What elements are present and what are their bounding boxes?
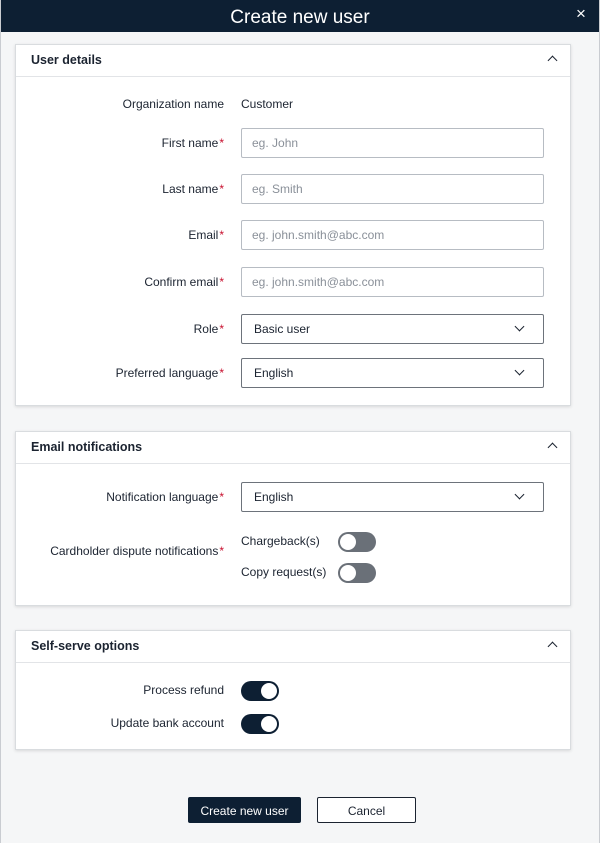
role-value: Basic user: [254, 322, 311, 336]
required-marker: *: [219, 322, 224, 336]
self-serve-title: Self-serve options: [31, 639, 140, 653]
email-label: Email*: [188, 228, 224, 242]
required-marker: *: [219, 136, 224, 150]
chargeback-label: Chargeback(s): [241, 534, 320, 548]
first-name-label: First name*: [161, 136, 224, 150]
self-serve-section: [15, 630, 571, 750]
notification-language-select[interactable]: [241, 482, 544, 512]
user-details-header[interactable]: [16, 45, 570, 77]
required-marker: *: [219, 366, 224, 380]
required-marker: *: [219, 182, 224, 196]
required-marker: *: [219, 544, 224, 558]
org-value: Customer: [241, 97, 294, 111]
confirm-email-label: Confirm email*: [144, 275, 224, 289]
self-serve-header[interactable]: [16, 631, 570, 663]
copy-request-label: Copy request(s): [241, 565, 327, 579]
last-name-input[interactable]: [241, 174, 544, 204]
role-label: Role*: [193, 322, 224, 336]
user-details-title: User details: [31, 53, 102, 67]
process-refund-label: Process refund: [143, 683, 224, 697]
first-name-input[interactable]: [241, 128, 544, 158]
chevron-down-icon: [515, 322, 525, 332]
modal-title: Create new user: [230, 7, 370, 28]
email-input[interactable]: [241, 220, 544, 250]
toggle-knob: [340, 534, 356, 550]
required-marker: *: [219, 275, 224, 289]
toggle-knob: [261, 683, 277, 699]
chevron-up-icon[interactable]: [548, 56, 558, 66]
chevron-up-icon[interactable]: [548, 443, 558, 453]
notification-language-value: English: [254, 490, 294, 504]
update-bank-toggle[interactable]: [241, 714, 279, 734]
modal-header: [1, 0, 599, 32]
cancel-button[interactable]: Cancel: [317, 797, 416, 823]
chevron-up-icon[interactable]: [548, 642, 558, 652]
copy-request-toggle[interactable]: [338, 563, 376, 583]
chargeback-toggle[interactable]: [338, 532, 376, 552]
required-marker: *: [219, 490, 224, 504]
email-notifications-section: [15, 431, 571, 606]
last-name-label: Last name*: [162, 182, 224, 196]
toggle-knob: [340, 565, 356, 581]
email-notifications-title: Email notifications: [31, 440, 143, 454]
user-details-section: [15, 44, 571, 406]
email-notifications-header[interactable]: [16, 432, 570, 464]
confirm-email-input[interactable]: [241, 267, 544, 297]
org-label: Organization name: [122, 97, 224, 111]
update-bank-label: Update bank account: [110, 716, 224, 730]
language-label: Preferred language*: [115, 366, 224, 380]
language-value: English: [254, 366, 294, 380]
dispute-notifications-label: Cardholder dispute notifications*: [50, 544, 224, 558]
notification-language-label: Notification language*: [106, 490, 224, 504]
create-user-button[interactable]: Create new user: [188, 797, 301, 823]
process-refund-toggle[interactable]: [241, 681, 279, 701]
language-select[interactable]: [241, 358, 544, 388]
chevron-down-icon: [515, 366, 525, 376]
role-select[interactable]: [241, 314, 544, 344]
required-marker: *: [219, 228, 224, 242]
toggle-knob: [261, 716, 277, 732]
chevron-down-icon: [515, 490, 525, 500]
close-icon[interactable]: ×: [576, 4, 586, 23]
